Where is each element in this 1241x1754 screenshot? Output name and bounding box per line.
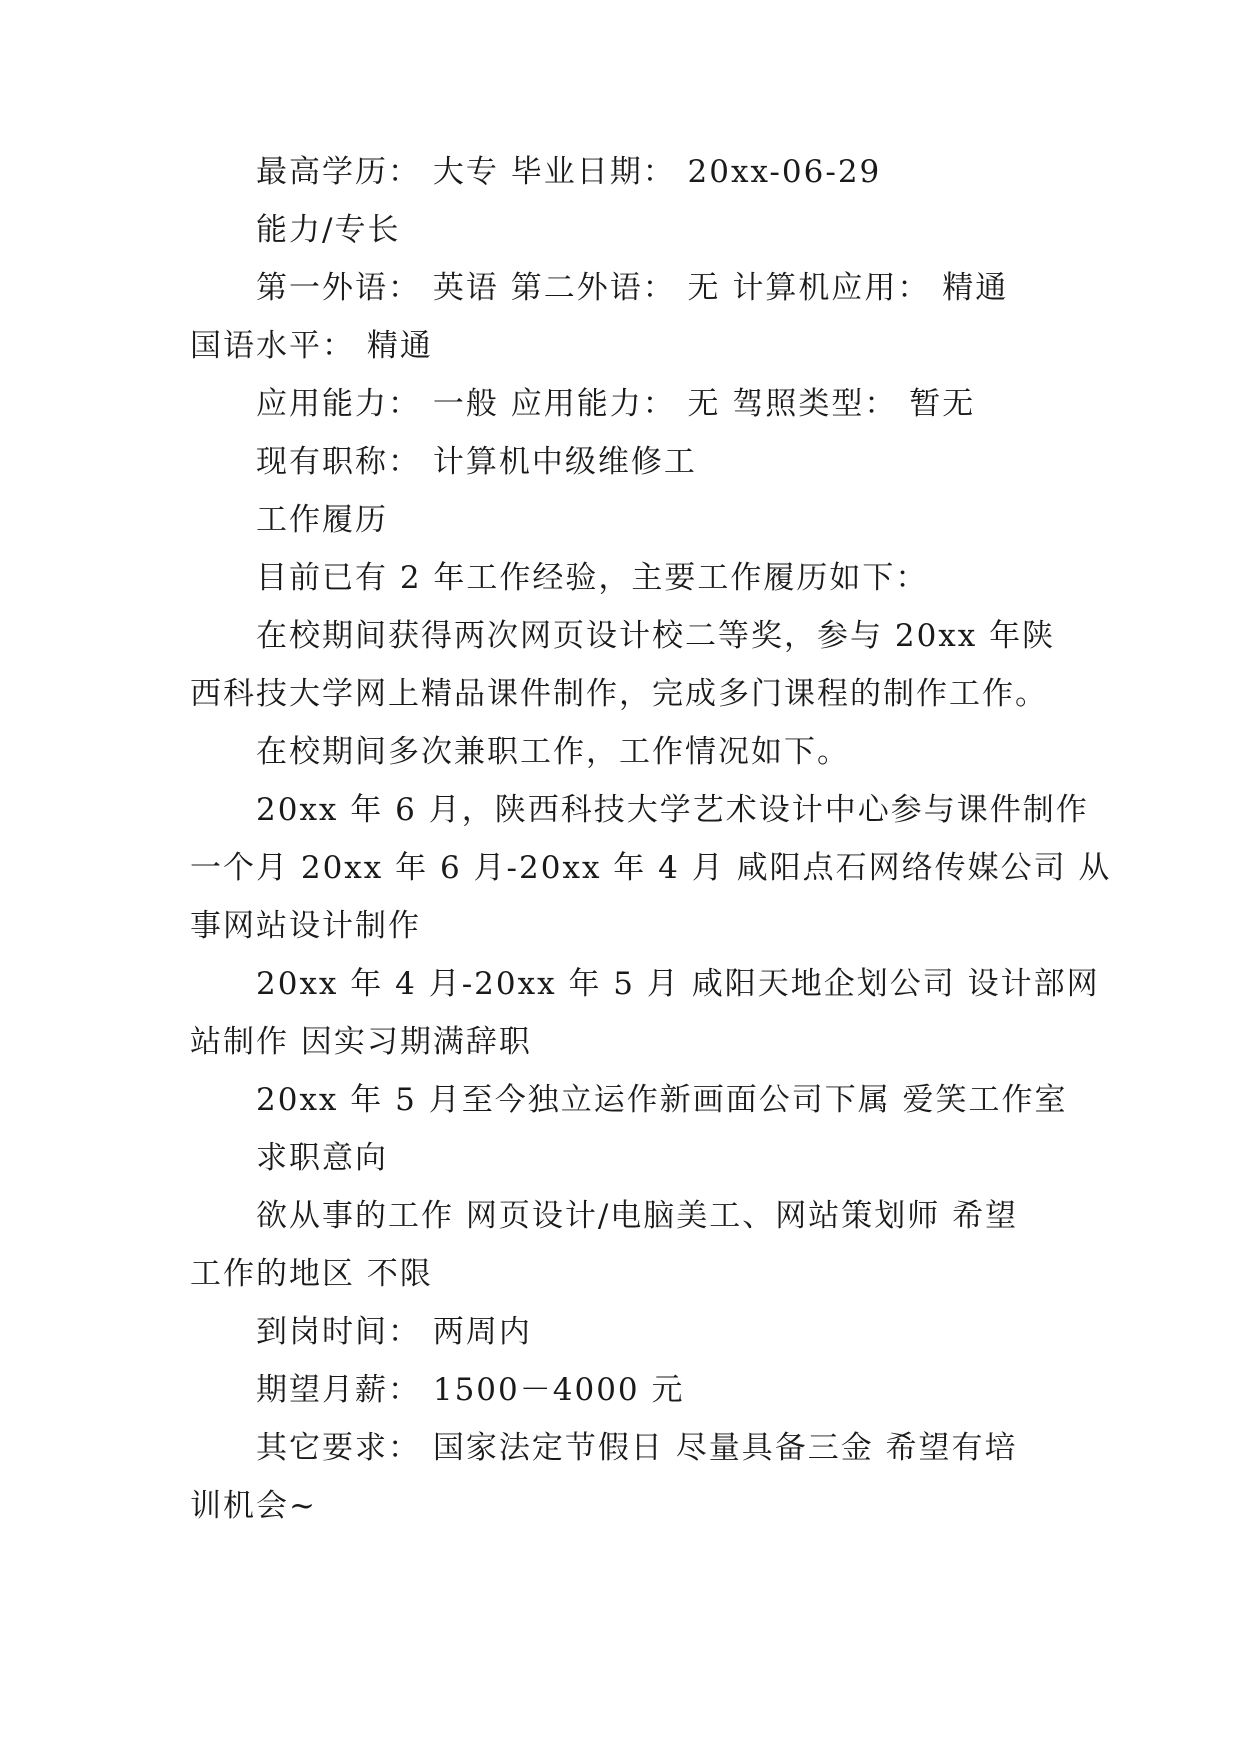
other-requirements-line: 其它要求： 国家法定节假日 尽量具备三金 希望有培 [256,1430,1018,1466]
job-entry-1-cont-2: 事网站设计制作 [190,908,421,944]
education-line: 最高学历： 大专 毕业日期： 20xx-06-29 [256,154,882,190]
job-entry-1-cont: 一个月 20xx 年 6 月-20xx 年 4 月 咸阳点石网络传媒公司 从 [190,850,1112,886]
experience-summary: 目前已有 2 年工作经验，主要工作履历如下： [256,560,929,596]
title-line: 现有职称： 计算机中级维修工 [256,444,697,480]
job-entry-2: 20xx 年 4 月-20xx 年 5 月 咸阳天地企划公司 设计部网 [256,966,1100,1002]
language-line-cont: 国语水平： 精通 [190,328,433,364]
language-line: 第一外语： 英语 第二外语： 无 计算机应用： 精通 [256,270,1009,306]
section-heading-skills: 能力/专长 [256,212,401,248]
other-requirements-line-cont: 训机会~ [190,1488,317,1524]
job-entry-3: 20xx 年 5 月至今独立运作新画面公司下属 爱笑工作室 [256,1082,1068,1118]
section-heading-work-history: 工作履历 [256,502,388,538]
salary-line: 期望月薪： 1500－4000 元 [256,1372,685,1408]
award-paragraph-cont: 西科技大学网上精品课件制作，完成多门课程的制作工作。 [190,676,1048,712]
ability-line: 应用能力： 一般 应用能力： 无 驾照类型： 暂无 [256,386,976,422]
start-time-line: 到岗时间： 两周内 [256,1314,532,1350]
job-entry-2-cont: 站制作 因实习期满辞职 [190,1024,532,1060]
desired-job-line-cont: 工作的地区 不限 [190,1256,433,1292]
job-entry-1: 20xx 年 6 月，陕西科技大学艺术设计中心参与课件制作 [256,792,1089,828]
parttime-intro: 在校期间多次兼职工作，工作情况如下。 [256,734,850,770]
desired-job-line: 欲从事的工作 网页设计/电脑美工、网站策划师 希望 [256,1198,1019,1234]
section-heading-job-intention: 求职意向 [256,1140,388,1176]
award-paragraph: 在校期间获得两次网页设计校二等奖，参与 20xx 年陕 [256,618,1056,654]
